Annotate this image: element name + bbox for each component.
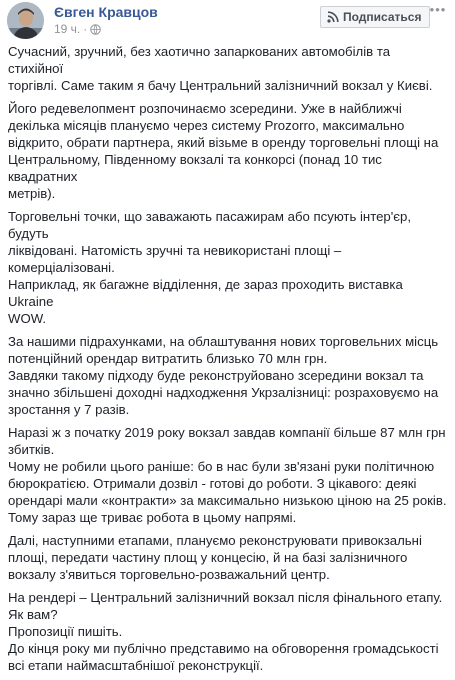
- post-paragraph: Його редевелопмент розпочинаємо зсередини. Уже в найближчі декілька місяців плануємо через систему Prozorro, максимально відкрито, обрати партнера, який візьме в оренду торговельні площі на Центральному, Південному вокзалі та конкорсі (понад 10 тис квадратних метрів).: [8, 101, 439, 201]
- more-options-icon[interactable]: •••: [429, 2, 447, 17]
- post-paragraph: Торговельні точки, що заважають пасажирам або псують інтер'єр, будуть ліквідовані. Натомість зручні та невикористані площі – комерціалізовані. Наприклад, як багажне відділення, де зараз проходить виставка Ukraine WOW.: [8, 209, 412, 326]
- post-meta: [54, 22, 101, 36]
- author-name[interactable]: Євген Кравцов: [54, 4, 158, 20]
- post-paragraph: На рендері – Центральний залізничний вокзал після фінального етапу. Як вам? Пропозиції пишіть. До кінця року ми публічно представимо на обговорення громадськості всі етапи наймасштабнішої реконструкції.: [8, 590, 443, 673]
- post-paragraph: Наразі ж з початку 2019 року вокзал завдав компанії більше 87 млн грн збитків. Чому не робили цього раніше: бо в нас були зв'язані руки політичною бюрократією. Отримали дозвіл - готові до роботи. З цікавого: деякі орендарі мали «контракти» за максимально низькою ціною на 25 років. Тому зараз ще триває робота в цьому напрямі.: [8, 425, 447, 525]
- profile-photo-icon[interactable]: [7, 2, 44, 39]
- post-paragraph: За нашими підрахунками, на облаштування нових торговельних місць потенційний орендар витратить близько 70 млн грн. Завдяки такому підходу буде реконструйовано зсередини вокзал та значно збільшені доходні надходження Укрзалізниці: розраховуємо на зростання у 7 разів.: [8, 334, 439, 417]
- subscribe-button[interactable]: [320, 6, 430, 28]
- rss-icon: [327, 11, 339, 23]
- post-paragraph: Сучасний, зручний, без хаотично запаркованих автомобілів та стихійної торгівлі. Саме таким я бачу Центральний залізничний вокзал у Києві.: [8, 44, 433, 93]
- post-paragraph: Далі, наступними етапами, плануємо реконструювати привокзальні площі, передати частину площ у концесію, й на базі залізничного вокзалу з'явиться торговельно-розважальний центр.: [8, 533, 422, 582]
- meta-separator: ·: [83, 22, 88, 36]
- subscribe-label: Подписаться: [343, 10, 422, 24]
- globe-icon[interactable]: [90, 24, 101, 35]
- post-header: [0, 0, 455, 40]
- post-body: [8, 43, 448, 680]
- post-timestamp[interactable]: 19 ч.: [54, 22, 81, 36]
